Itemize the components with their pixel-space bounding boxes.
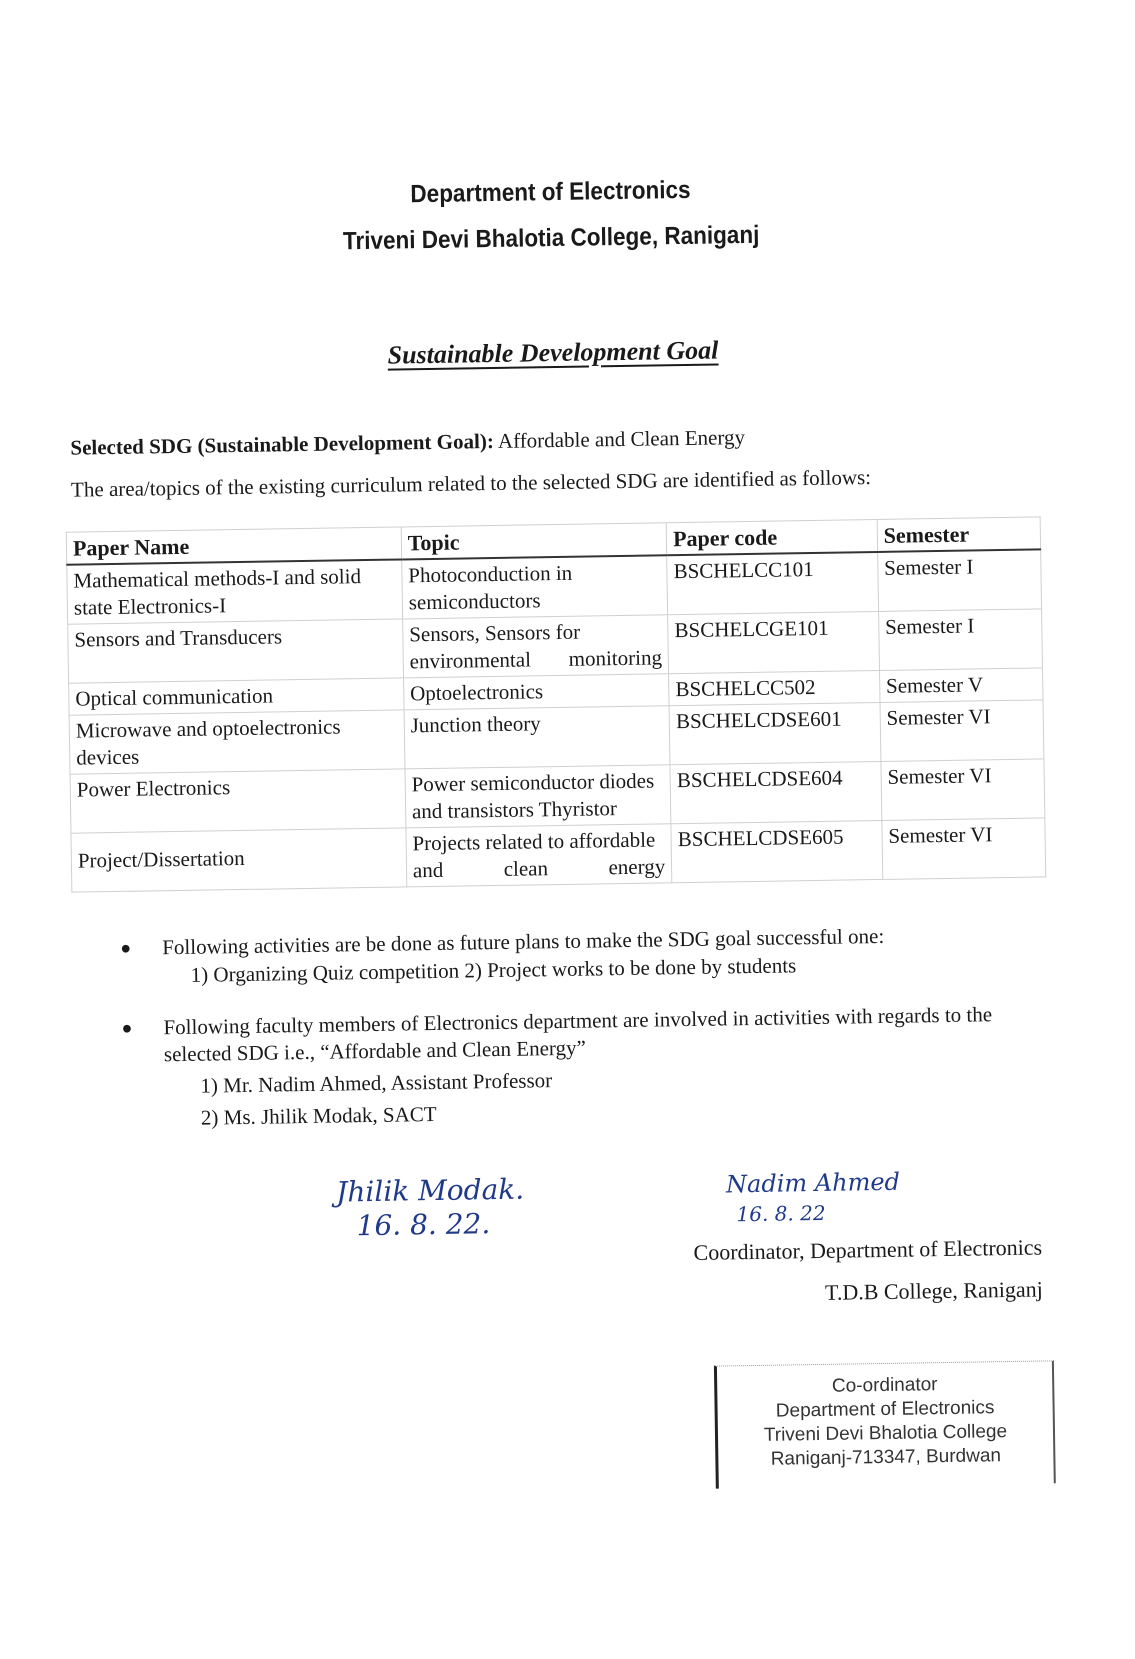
cell-topic: Junction theory <box>404 706 670 769</box>
stamp-line: Department of Electronics <box>775 1397 995 1422</box>
faculty-item: 2) Ms. Jhilik Modak, SACT <box>200 1101 437 1130</box>
page-title: Sustainable Development Goal <box>387 335 719 370</box>
right-signature-date: 16. 8. 22 <box>736 1200 826 1227</box>
college-heading: Triveni Devi Bhalotia College, Raniganj <box>342 220 760 256</box>
cell-semester: Semester I <box>878 609 1042 671</box>
header-semester: Semester <box>877 517 1041 552</box>
left-signature-name: Jhilik Modak. <box>335 1172 525 1209</box>
cell-topic: Optoelectronics <box>403 674 669 710</box>
cell-code: BSCHELCDSE605 <box>671 820 882 882</box>
cell-code: BSCHELCDSE604 <box>670 761 881 823</box>
left-signature-date: 16. 8. 22. <box>356 1207 491 1243</box>
faculty-bullet <box>121 1000 1051 1067</box>
cell-topic: Projects related to affordable and clean energy <box>406 824 672 887</box>
bullet-icon: ● <box>121 1017 133 1038</box>
faculty-item: 1) Mr. Nadim Ahmed, Assistant Professor <box>200 1068 553 1098</box>
cell-semester: Semester VI <box>880 700 1044 762</box>
right-signature-name: Nadim Ahmed <box>725 1167 901 1199</box>
cell-paper: Microwave and optoelectronics devices <box>69 710 405 774</box>
right-signature <box>726 1167 901 1230</box>
cell-semester: Semester VI <box>881 759 1045 821</box>
header-paper-name: Paper Name <box>66 527 401 565</box>
department-heading: Department of Electronics <box>410 175 691 209</box>
faculty-text: Following faculty members of Electronics department are involved in activities with regards to the selected SDG i.e., “Affordable and Clean Energy” <box>163 1002 993 1067</box>
activities-bullet <box>120 920 1050 960</box>
stamp-line: Triveni Devi Bhalotia College <box>763 1421 1008 1446</box>
cell-semester: Semester V <box>879 668 1043 703</box>
intro-text: The area/topics of the existing curriculum related to the selected SDG are identified as follows: <box>70 465 872 502</box>
college-short-line: T.D.B College, Raniganj <box>824 1276 1043 1305</box>
stamp-line: Raniganj-713347, Burdwan <box>770 1445 1002 1470</box>
cell-code: BSCHELCC101 <box>667 552 879 615</box>
stamp-line: Co-ordinator <box>831 1374 938 1397</box>
left-signature <box>336 1173 525 1244</box>
header-topic: Topic <box>401 523 667 560</box>
bullet-icon: ● <box>120 937 132 958</box>
coordinator-line: Coordinator, Department of Electronics <box>693 1234 1043 1265</box>
cell-paper: Sensors and Transducers <box>68 619 404 683</box>
cell-paper: Mathematical methods-I and solid state Electronics-I <box>67 559 403 624</box>
cell-topic: Power semiconductor diodes and transistors Thyristor <box>405 765 671 828</box>
cell-semester: Semester I <box>877 549 1041 611</box>
cell-semester: Semester VI <box>882 818 1046 880</box>
selected-sdg-value: Affordable and Clean Energy <box>497 425 746 453</box>
cell-topic: Photoconduction in semiconductors <box>402 555 668 619</box>
cell-code: BSCHELCGE101 <box>668 611 879 673</box>
cell-paper: Optical communication <box>69 678 404 715</box>
sdg-table <box>66 516 1047 892</box>
cell-topic: Sensors, Sensors for environmental monitoring <box>402 615 668 678</box>
activities-text: Following activities are be done as future plans to make the SDG goal successful one: <box>162 923 885 960</box>
cell-code: BSCHELCDSE601 <box>669 702 880 764</box>
cell-paper: Power Electronics <box>70 769 406 833</box>
header-paper-code: Paper code <box>666 519 877 555</box>
selected-sdg-line <box>70 425 745 461</box>
activities-list: 1) Organizing Quiz competition 2) Project works to be done by students <box>190 953 797 987</box>
official-stamp <box>714 1360 1056 1488</box>
cell-paper: Project/Dissertation <box>71 828 407 892</box>
selected-sdg-label: Selected SDG (Sustainable Development Goal): <box>70 428 495 460</box>
cell-code: BSCHELCC502 <box>669 670 880 705</box>
